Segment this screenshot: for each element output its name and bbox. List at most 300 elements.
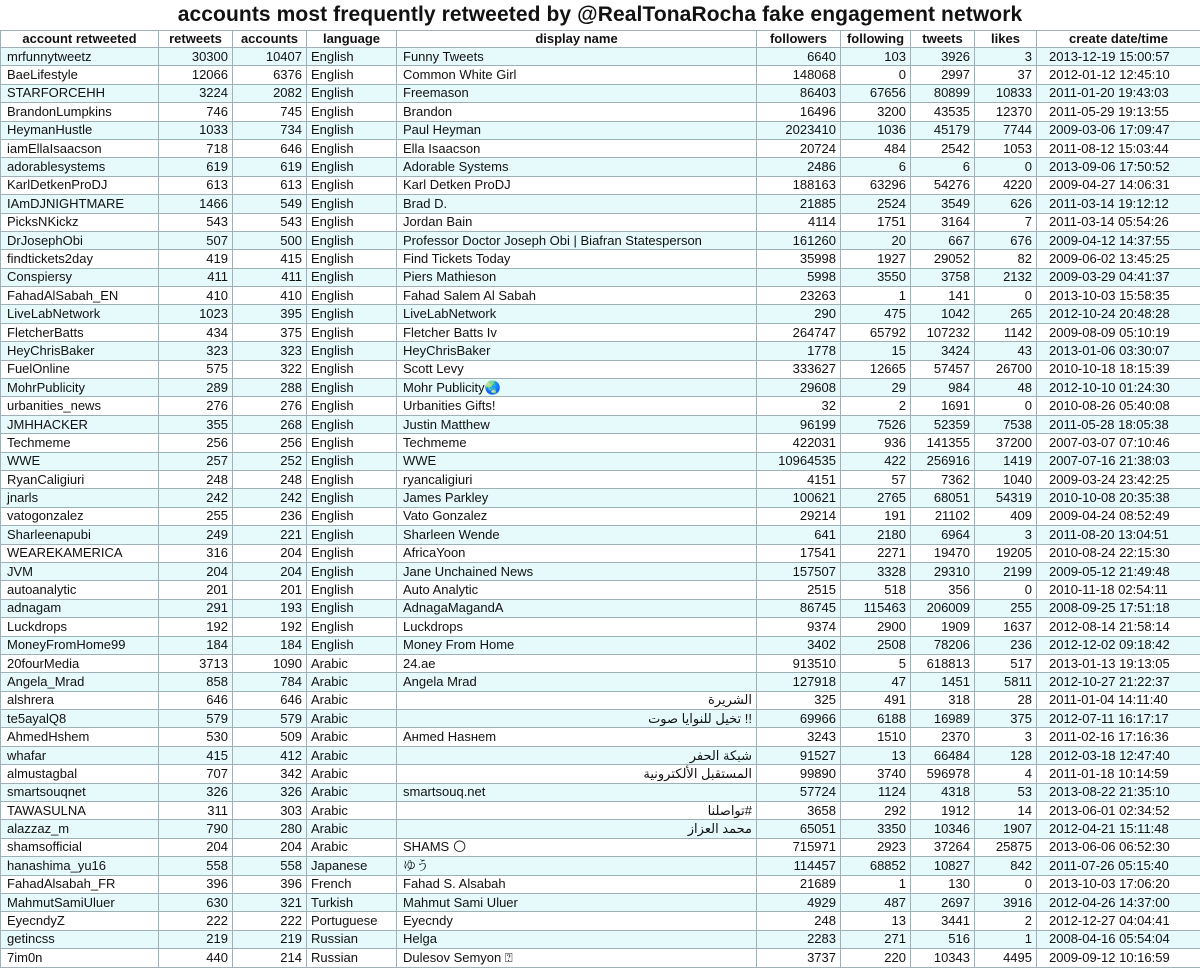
cell-retweets: 411: [159, 268, 233, 286]
cell-accounts: 248: [233, 470, 307, 488]
cell-following: 2271: [841, 544, 911, 562]
cell-accounts: 323: [233, 342, 307, 360]
cell-account: Angela_Mrad: [1, 673, 159, 691]
cell-likes: 3: [975, 526, 1037, 544]
cell-accounts: 219: [233, 930, 307, 948]
column-header-language: language: [307, 31, 397, 48]
cell-tweets: 3164: [911, 213, 975, 231]
cell-likes: 2132: [975, 268, 1037, 286]
cell-retweets: 30300: [159, 48, 233, 66]
cell-account: STARFORCEHH: [1, 84, 159, 102]
cell-display-name: Mohr Publicity🌏: [397, 379, 757, 397]
cell-create-date: 2011-03-14 19:12:12: [1037, 195, 1200, 213]
cell-language: Arabic: [307, 783, 397, 801]
table-row: [1, 562, 1200, 580]
cell-create-date: 2011-03-14 05:54:26: [1037, 213, 1200, 231]
cell-retweets: 1033: [159, 121, 233, 139]
table-row: [1, 66, 1200, 84]
cell-account: Luckdrops: [1, 618, 159, 636]
cell-account: iamEllaIsaacson: [1, 139, 159, 157]
cell-display-name: محمد العزاز: [397, 820, 757, 838]
cell-tweets: 596978: [911, 765, 975, 783]
cell-display-name: Money From Home: [397, 636, 757, 654]
cell-tweets: 52359: [911, 415, 975, 433]
cell-language: English: [307, 342, 397, 360]
cell-accounts: 201: [233, 581, 307, 599]
cell-likes: 1: [975, 930, 1037, 948]
cell-account: autoanalytic: [1, 581, 159, 599]
cell-accounts: 395: [233, 305, 307, 323]
cell-followers: 16496: [757, 103, 841, 121]
cell-likes: 3916: [975, 893, 1037, 911]
cell-account: BrandonLumpkins: [1, 103, 159, 121]
cell-language: English: [307, 268, 397, 286]
cell-language: English: [307, 103, 397, 121]
cell-likes: 1419: [975, 452, 1037, 470]
table-row: [1, 599, 1200, 617]
table-row: [1, 912, 1200, 930]
cell-following: 2: [841, 397, 911, 415]
cell-tweets: 78206: [911, 636, 975, 654]
cell-create-date: 2013-01-13 19:13:05: [1037, 654, 1200, 672]
column-header-following: following: [841, 31, 911, 48]
cell-accounts: 192: [233, 618, 307, 636]
cell-accounts: 613: [233, 176, 307, 194]
cell-display-name: SHAMS 🌕: [397, 838, 757, 856]
cell-followers: 86403: [757, 84, 841, 102]
cell-language: Russian: [307, 930, 397, 948]
cell-create-date: 2009-04-12 14:37:55: [1037, 231, 1200, 249]
cell-create-date: 2008-04-16 05:54:04: [1037, 930, 1200, 948]
cell-create-date: 2011-05-28 18:05:38: [1037, 415, 1200, 433]
cell-tweets: 80899: [911, 84, 975, 102]
cell-followers: 32: [757, 397, 841, 415]
cell-display-name: Techmeme: [397, 434, 757, 452]
cell-likes: 10833: [975, 84, 1037, 102]
cell-account: RyanCaligiuri: [1, 470, 159, 488]
column-header-tweets: tweets: [911, 31, 975, 48]
cell-account: hanashima_yu16: [1, 857, 159, 875]
cell-language: Arabic: [307, 820, 397, 838]
cell-create-date: 2010-08-26 05:40:08: [1037, 397, 1200, 415]
cell-language: English: [307, 66, 397, 84]
cell-likes: 48: [975, 379, 1037, 397]
cell-followers: 4114: [757, 213, 841, 231]
cell-account: PicksNKickz: [1, 213, 159, 231]
cell-create-date: 2013-12-19 15:00:57: [1037, 48, 1200, 66]
cell-likes: 0: [975, 397, 1037, 415]
cell-account: EyecndyZ: [1, 912, 159, 930]
cell-language: Russian: [307, 949, 397, 967]
cell-accounts: 6376: [233, 66, 307, 84]
cell-accounts: 745: [233, 103, 307, 121]
cell-likes: 26700: [975, 360, 1037, 378]
cell-retweets: 257: [159, 452, 233, 470]
cell-tweets: 130: [911, 875, 975, 893]
cell-following: 3350: [841, 820, 911, 838]
cell-following: 220: [841, 949, 911, 967]
cell-following: 2900: [841, 618, 911, 636]
table-row: [1, 802, 1200, 820]
table-row: [1, 930, 1200, 948]
table-row: [1, 949, 1200, 967]
cell-following: 491: [841, 691, 911, 709]
cell-create-date: 2009-03-29 04:41:37: [1037, 268, 1200, 286]
cell-language: English: [307, 84, 397, 102]
cell-display-name: Common White Girl: [397, 66, 757, 84]
cell-display-name: Karl Detken ProDJ: [397, 176, 757, 194]
cell-display-name: 24.ae: [397, 654, 757, 672]
cell-retweets: 619: [159, 158, 233, 176]
cell-display-name: Scott Levy: [397, 360, 757, 378]
table-row: [1, 783, 1200, 801]
cell-language: Arabic: [307, 654, 397, 672]
cell-followers: 333627: [757, 360, 841, 378]
cell-accounts: 543: [233, 213, 307, 231]
cell-followers: 248: [757, 912, 841, 930]
cell-tweets: 16989: [911, 710, 975, 728]
column-header-account: account retweeted: [1, 31, 159, 48]
cell-retweets: 579: [159, 710, 233, 728]
cell-display-name: Fahad S. Alsabah: [397, 875, 757, 893]
cell-tweets: 57457: [911, 360, 975, 378]
table-title: accounts most frequently retweeted by @RealTonaRocha fake engagement network: [177, 3, 1023, 26]
cell-likes: 236: [975, 636, 1037, 654]
cell-followers: 2486: [757, 158, 841, 176]
cell-language: English: [307, 121, 397, 139]
cell-account: jnarls: [1, 489, 159, 507]
cell-retweets: 184: [159, 636, 233, 654]
cell-create-date: 2011-01-18 10:14:59: [1037, 765, 1200, 783]
cell-create-date: 2009-06-02 13:45:25: [1037, 250, 1200, 268]
cell-following: 518: [841, 581, 911, 599]
cell-display-name: Brad D.: [397, 195, 757, 213]
cell-followers: 127918: [757, 673, 841, 691]
cell-followers: 21885: [757, 195, 841, 213]
cell-retweets: 192: [159, 618, 233, 636]
cell-likes: 265: [975, 305, 1037, 323]
cell-likes: 1637: [975, 618, 1037, 636]
cell-retweets: 434: [159, 323, 233, 341]
cell-create-date: 2013-08-22 21:35:10: [1037, 783, 1200, 801]
cell-display-name: Fletcher Batts Iv: [397, 323, 757, 341]
cell-tweets: 1909: [911, 618, 975, 636]
cell-accounts: 784: [233, 673, 307, 691]
cell-likes: 0: [975, 287, 1037, 305]
cell-likes: 7538: [975, 415, 1037, 433]
table-row: [1, 379, 1200, 397]
cell-tweets: 516: [911, 930, 975, 948]
cell-account: DrJosephObi: [1, 231, 159, 249]
cell-following: 2765: [841, 489, 911, 507]
cell-account: JVM: [1, 562, 159, 580]
cell-tweets: 618813: [911, 654, 975, 672]
cell-following: 6: [841, 158, 911, 176]
cell-followers: 86745: [757, 599, 841, 617]
cell-accounts: 326: [233, 783, 307, 801]
cell-tweets: 1042: [911, 305, 975, 323]
cell-accounts: 2082: [233, 84, 307, 102]
cell-likes: 3: [975, 48, 1037, 66]
cell-accounts: 1090: [233, 654, 307, 672]
cell-language: Arabic: [307, 710, 397, 728]
cell-create-date: 2011-08-12 15:03:44: [1037, 139, 1200, 157]
cell-followers: 264747: [757, 323, 841, 341]
cell-followers: 157507: [757, 562, 841, 580]
cell-account: urbanities_news: [1, 397, 159, 415]
cell-accounts: 322: [233, 360, 307, 378]
cell-accounts: 646: [233, 691, 307, 709]
cell-tweets: 984: [911, 379, 975, 397]
cell-language: Arabic: [307, 746, 397, 764]
cell-following: 1124: [841, 783, 911, 801]
cell-followers: 4151: [757, 470, 841, 488]
cell-account: IAmDJNIGHTMARE: [1, 195, 159, 213]
cell-display-name: Piers Mathieson: [397, 268, 757, 286]
cell-followers: 6640: [757, 48, 841, 66]
cell-accounts: 646: [233, 139, 307, 157]
cell-language: English: [307, 195, 397, 213]
table-body: [1, 48, 1200, 968]
cell-language: English: [307, 562, 397, 580]
cell-accounts: 410: [233, 287, 307, 305]
cell-followers: 96199: [757, 415, 841, 433]
cell-followers: 4929: [757, 893, 841, 911]
table-row: [1, 838, 1200, 856]
cell-retweets: 219: [159, 930, 233, 948]
cell-retweets: 858: [159, 673, 233, 691]
cell-create-date: 2012-04-21 15:11:48: [1037, 820, 1200, 838]
cell-followers: 2515: [757, 581, 841, 599]
cell-likes: 255: [975, 599, 1037, 617]
cell-language: English: [307, 48, 397, 66]
cell-language: English: [307, 618, 397, 636]
table-row: [1, 691, 1200, 709]
cell-following: 2180: [841, 526, 911, 544]
cell-create-date: 2011-07-26 05:15:40: [1037, 857, 1200, 875]
cell-followers: 2283: [757, 930, 841, 948]
cell-tweets: 107232: [911, 323, 975, 341]
cell-followers: 65051: [757, 820, 841, 838]
cell-display-name: Helga: [397, 930, 757, 948]
cell-display-name: Professor Doctor Joseph Obi | Biafran Statesperson: [397, 231, 757, 249]
cell-followers: 17541: [757, 544, 841, 562]
cell-retweets: 222: [159, 912, 233, 930]
cell-account: Conspiersy: [1, 268, 159, 286]
table-row: [1, 195, 1200, 213]
cell-followers: 99890: [757, 765, 841, 783]
cell-following: 3200: [841, 103, 911, 121]
cell-following: 1510: [841, 728, 911, 746]
cell-accounts: 415: [233, 250, 307, 268]
cell-display-name: Auto Analytic: [397, 581, 757, 599]
column-header-retweets: retweets: [159, 31, 233, 48]
cell-followers: 3658: [757, 802, 841, 820]
cell-likes: 1053: [975, 139, 1037, 157]
cell-retweets: 415: [159, 746, 233, 764]
cell-likes: 409: [975, 507, 1037, 525]
cell-retweets: 746: [159, 103, 233, 121]
cell-create-date: 2011-01-20 19:43:03: [1037, 84, 1200, 102]
cell-followers: 29608: [757, 379, 841, 397]
table-row: [1, 820, 1200, 838]
cell-following: 2508: [841, 636, 911, 654]
table-row: [1, 360, 1200, 378]
cell-language: English: [307, 415, 397, 433]
cell-retweets: 242: [159, 489, 233, 507]
cell-tweets: 206009: [911, 599, 975, 617]
cell-display-name: Adorable Systems: [397, 158, 757, 176]
cell-likes: 1907: [975, 820, 1037, 838]
cell-tweets: 10827: [911, 857, 975, 875]
cell-following: 47: [841, 673, 911, 691]
cell-tweets: 6: [911, 158, 975, 176]
cell-followers: 3737: [757, 949, 841, 967]
cell-accounts: 204: [233, 562, 307, 580]
cell-likes: 0: [975, 158, 1037, 176]
cell-display-name: WWE: [397, 452, 757, 470]
cell-language: English: [307, 158, 397, 176]
cell-account: FuelOnline: [1, 360, 159, 378]
cell-account: FletcherBatts: [1, 323, 159, 341]
cell-followers: 148068: [757, 66, 841, 84]
cell-followers: 422031: [757, 434, 841, 452]
cell-language: Arabic: [307, 728, 397, 746]
cell-accounts: 396: [233, 875, 307, 893]
cell-create-date: 2012-12-27 04:04:41: [1037, 912, 1200, 930]
cell-following: 67656: [841, 84, 911, 102]
cell-create-date: 2013-06-01 02:34:52: [1037, 802, 1200, 820]
cell-likes: 517: [975, 654, 1037, 672]
cell-following: 103: [841, 48, 911, 66]
cell-language: Arabic: [307, 802, 397, 820]
header-row: [1, 31, 1200, 48]
cell-account: shamsofficial: [1, 838, 159, 856]
cell-following: 1: [841, 875, 911, 893]
cell-create-date: 2012-03-18 12:47:40: [1037, 746, 1200, 764]
cell-likes: 4220: [975, 176, 1037, 194]
cell-followers: 3243: [757, 728, 841, 746]
cell-retweets: 3713: [159, 654, 233, 672]
cell-followers: 91527: [757, 746, 841, 764]
cell-display-name: Aнmed Hasнem: [397, 728, 757, 746]
cell-tweets: 29310: [911, 562, 975, 580]
cell-retweets: 3224: [159, 84, 233, 102]
cell-likes: 676: [975, 231, 1037, 249]
cell-account: vatogonzalez: [1, 507, 159, 525]
table-row: [1, 250, 1200, 268]
cell-language: English: [307, 507, 397, 525]
cell-tweets: 7362: [911, 470, 975, 488]
cell-following: 5: [841, 654, 911, 672]
cell-following: 475: [841, 305, 911, 323]
cell-following: 7526: [841, 415, 911, 433]
cell-account: MohrPublicity: [1, 379, 159, 397]
cell-likes: 37200: [975, 434, 1037, 452]
cell-account: FahadAlSabah_EN: [1, 287, 159, 305]
cell-following: 15: [841, 342, 911, 360]
cell-tweets: 3549: [911, 195, 975, 213]
cell-account: HeymanHustle: [1, 121, 159, 139]
cell-display-name: Funny Tweets: [397, 48, 757, 66]
cell-retweets: 276: [159, 397, 233, 415]
cell-likes: 28: [975, 691, 1037, 709]
cell-retweets: 311: [159, 802, 233, 820]
table-row: [1, 176, 1200, 194]
cell-display-name: Find Tickets Today: [397, 250, 757, 268]
cell-tweets: 19470: [911, 544, 975, 562]
table-row: [1, 507, 1200, 525]
cell-account: Sharleenapubi: [1, 526, 159, 544]
cell-followers: 114457: [757, 857, 841, 875]
cell-create-date: 2010-08-24 22:15:30: [1037, 544, 1200, 562]
cell-retweets: 419: [159, 250, 233, 268]
cell-likes: 43: [975, 342, 1037, 360]
cell-followers: 69966: [757, 710, 841, 728]
cell-following: 3740: [841, 765, 911, 783]
cell-tweets: 68051: [911, 489, 975, 507]
cell-likes: 19205: [975, 544, 1037, 562]
cell-create-date: 2012-08-14 21:58:14: [1037, 618, 1200, 636]
cell-likes: 2199: [975, 562, 1037, 580]
cell-retweets: 201: [159, 581, 233, 599]
table-row: [1, 636, 1200, 654]
cell-followers: 1778: [757, 342, 841, 360]
cell-create-date: 2009-04-24 08:52:49: [1037, 507, 1200, 525]
cell-language: English: [307, 139, 397, 157]
cell-accounts: 549: [233, 195, 307, 213]
cell-create-date: 2012-12-02 09:18:42: [1037, 636, 1200, 654]
cell-language: English: [307, 360, 397, 378]
cell-account: almustagbal: [1, 765, 159, 783]
cell-create-date: 2013-10-03 17:06:20: [1037, 875, 1200, 893]
cell-create-date: 2008-09-25 17:51:18: [1037, 599, 1200, 617]
cell-accounts: 619: [233, 158, 307, 176]
cell-account: TAWASULNA: [1, 802, 159, 820]
cell-account: 7im0n: [1, 949, 159, 967]
cell-followers: 913510: [757, 654, 841, 672]
cell-language: Arabic: [307, 691, 397, 709]
cell-tweets: 10343: [911, 949, 975, 967]
cell-retweets: 1023: [159, 305, 233, 323]
cell-display-name: Angela Mrad: [397, 673, 757, 691]
cell-following: 3550: [841, 268, 911, 286]
cell-tweets: 43535: [911, 103, 975, 121]
table-row: [1, 581, 1200, 599]
cell-retweets: 291: [159, 599, 233, 617]
cell-tweets: 256916: [911, 452, 975, 470]
cell-language: Arabic: [307, 838, 397, 856]
cell-tweets: 2370: [911, 728, 975, 746]
cell-tweets: 66484: [911, 746, 975, 764]
cell-following: 271: [841, 930, 911, 948]
cell-language: French: [307, 875, 397, 893]
cell-likes: 626: [975, 195, 1037, 213]
table-row: [1, 213, 1200, 231]
cell-accounts: 268: [233, 415, 307, 433]
cell-likes: 37: [975, 66, 1037, 84]
cell-account: smartsouqnet: [1, 783, 159, 801]
cell-tweets: 667: [911, 231, 975, 249]
cell-display-name: smartsouq.net: [397, 783, 757, 801]
cell-language: English: [307, 544, 397, 562]
cell-likes: 7744: [975, 121, 1037, 139]
cell-display-name: AfricaYoon: [397, 544, 757, 562]
cell-likes: 12370: [975, 103, 1037, 121]
cell-tweets: 2697: [911, 893, 975, 911]
cell-following: 1036: [841, 121, 911, 139]
cell-display-name: HeyChrisBaker: [397, 342, 757, 360]
